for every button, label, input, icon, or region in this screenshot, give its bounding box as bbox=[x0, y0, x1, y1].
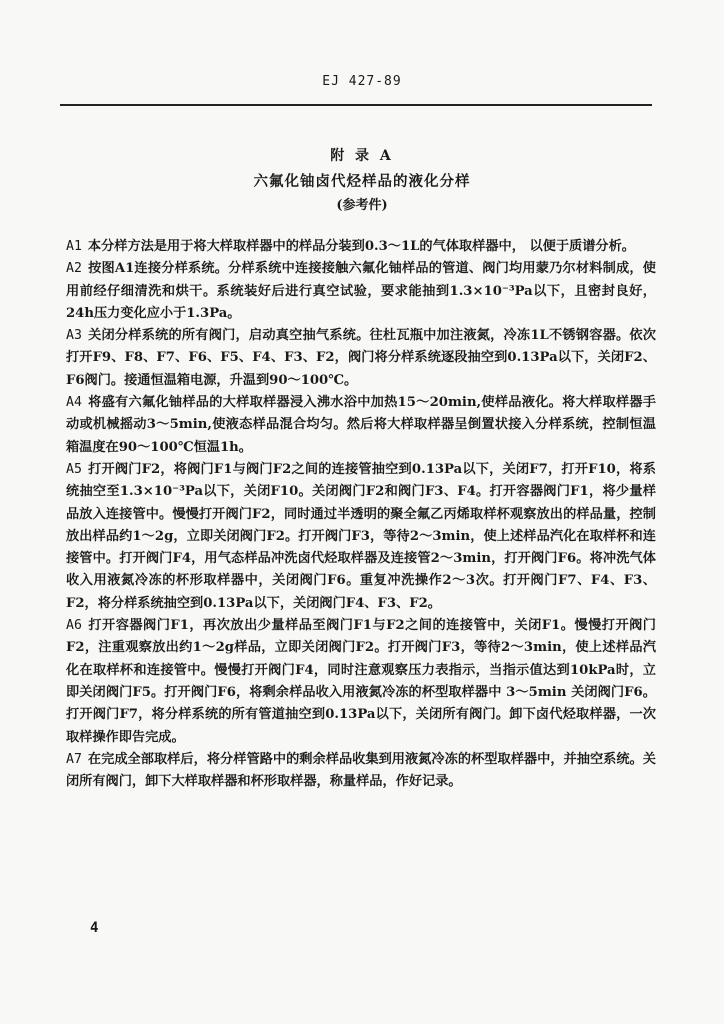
paragraph-a1 bbox=[66, 236, 656, 258]
body-text bbox=[66, 236, 656, 793]
paragraph-number: A5 bbox=[66, 461, 82, 477]
paragraph-number: A4 bbox=[66, 395, 82, 411]
paragraph-text: 本分样方法是用于将大样取样器中的样品分装到0.3～1L的气体取样器中， 以便于质谱分析。 bbox=[87, 239, 635, 254]
paragraph-a2 bbox=[66, 258, 656, 325]
standard-code: EJ 427-89 bbox=[322, 74, 402, 89]
paragraph-a5 bbox=[66, 459, 656, 615]
paragraph-number: A1 bbox=[66, 239, 82, 254]
paragraph-number: A3 bbox=[66, 328, 82, 344]
paragraph-text: 关闭分样系统的所有阀门，启动真空抽气系统。往杜瓦瓶中加注液氮，冷冻1L不锈钢容器。依次打开F9、F8、F7、F6、F5、F4、F3、F2，阀门将分样系统逐段抽空到0.13Pa以下，关闭F2、F6阀门。接通恒温箱电源，升温到90～100℃。 bbox=[66, 328, 656, 388]
paragraph-number: A7 bbox=[66, 751, 82, 767]
paragraph-a3 bbox=[66, 325, 656, 392]
paragraph-text: 按图A1连接分样系统。分样系统中连接接触六氟化铀样品的管道、阀门均用蒙乃尔材料制成，使用前经仔细清洗和烘干。系统装好后进行真空试验，要求能抽到1.3×10⁻³Pa以下，且密封良好，24h压力变化应小于1.3Pa。 bbox=[66, 261, 656, 321]
page-number: 4 bbox=[90, 920, 99, 936]
paragraph-a4 bbox=[66, 392, 656, 459]
appendix-title: 六氟化铀卤代烃样品的液化分样 bbox=[253, 173, 471, 190]
appendix-heading: 附 录 A bbox=[330, 148, 394, 164]
paragraph-a7 bbox=[66, 749, 656, 794]
paragraph-a6 bbox=[66, 615, 656, 749]
paragraph-text: 将盛有六氟化铀样品的大样取样器浸入沸水浴中加热15～20min,使样品液化。将大样取样器手动或机械摇动3～5min,使液态样品混合均匀。然后将大样取样器呈倒置状接入分样系统，控制恒温箱温度在90～100℃恒温1h。 bbox=[66, 395, 656, 455]
paragraph-number: A2 bbox=[66, 261, 82, 277]
appendix-note: (参考件) bbox=[336, 198, 388, 213]
paragraph-number: A6 bbox=[66, 618, 82, 634]
paragraph-text: 打开容器阀门F1，再次放出少量样品至阀门F1与F2之间的连接管中，关闭F1。慢慢打开阀门F2，注重观察放出约1～2g样品，立即关闭阀门F2。打开阀门F3，等待2～3min，使上述样品汽化在取样杯和连接管中。慢慢打开阀门F4，同时注意观察压力表指示，当指示值达到10kPa时，立即关闭阀门F5。打开阀门F6，将剩余样品收入用液氮冷冻的杯型取样器中 3～5min 关闭阀门F6。打开阀门F7，将分样系统的所有管道抽空到0.13Pa以下，关闭所有阀门。卸下卤代烃取样器，一次取样操作即告完成。 bbox=[66, 618, 656, 745]
paragraph-text: 打开阀门F2，将阀门F1与阀门F2之间的连接管抽空到0.13Pa以下，关闭F7，打开F10，将系统抽空至1.3×10⁻³Pa以下，关闭F10。关闭阀门F2和阀门F3、F4。打开容器阀门F1，将少量样品放入连接管中。慢慢打开阀门F2，同时通过半透明的聚全氟乙丙烯取样杯观察放出的样品量，控制放出样品约1～2g，立即关闭阀门F2。打开阀门F3，等待2～3min，使上述样品汽化在取样杯和连接管中。打开阀门F4，用气态样品冲洗卤代烃取样器及连接管2～3min，打开阀门F6。将冲洗气体收入用液氮冷冻的杯形取样器中，关闭阀门F6。重复冲洗操作2～3次。打开阀门F7、F4、F3、F2，将分样系统抽空到0.13Pa以下，关闭阀门F4、F3、F2。 bbox=[66, 461, 656, 611]
paragraph-text: 在完成全部取样后，将分样管路中的剩余样品收集到用液氮冷冻的杯型取样器中，并抽空系统。关闭所有阀门，卸下大样取样器和杯形取样器，称量样品，作好记录。 bbox=[66, 751, 656, 790]
header-divider bbox=[60, 104, 652, 106]
